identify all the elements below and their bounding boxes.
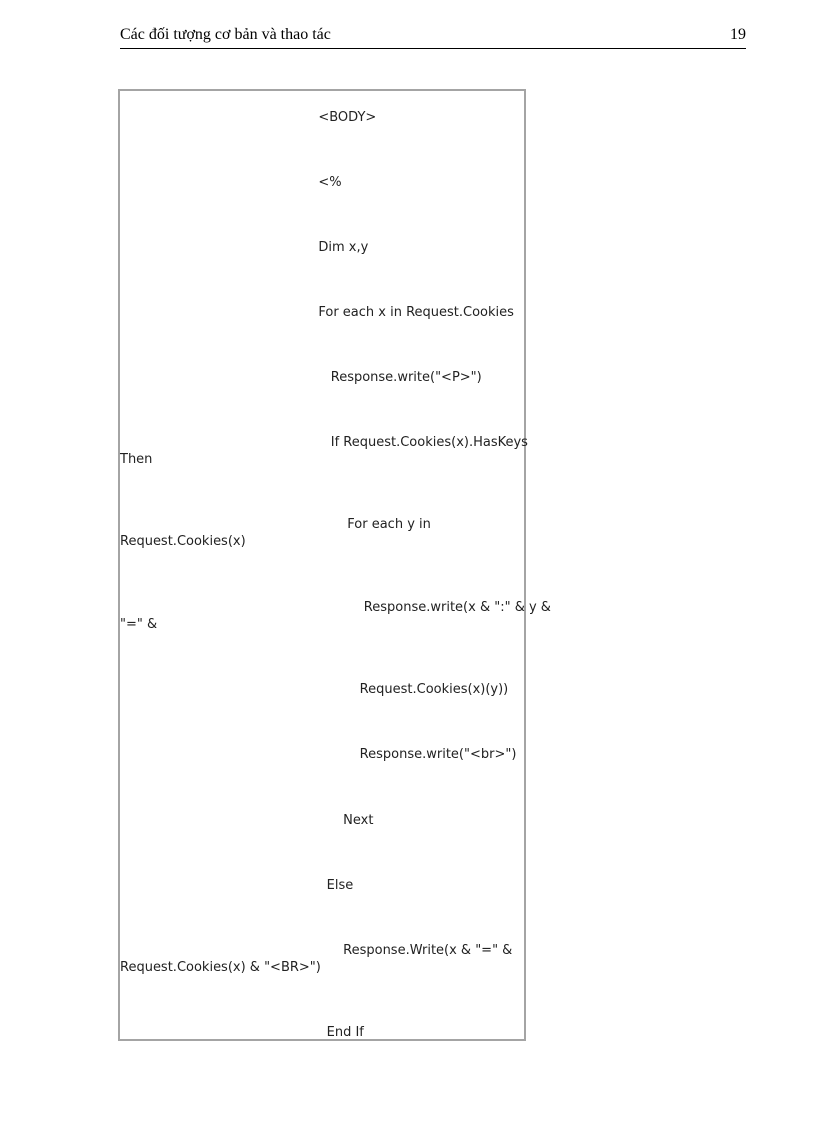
code-listing-box [118,89,551,1041]
code-line-cookie-value: Request.Cookies(x)(y)) [120,682,509,697]
code-line-end-if: End If [120,1025,364,1040]
code-line-for-each-y: For each y in Request.Cookies(x) [120,517,431,549]
code-line-else: Else [120,878,354,893]
code-line-next: Next [120,813,374,828]
code-line-write-p: Response.write("<P>") [120,370,482,385]
code-line-body-tag: <BODY> [120,110,377,125]
code-line-dim: Dim x,y [120,240,369,255]
code-line-if-haskeys: If Request.Cookies(x).HasKeys Then [120,435,528,467]
code-line-write-br: Response.write("<br>") [120,747,517,762]
code-line-asp-open: <% [120,175,342,190]
code-line-for-each-x: For each x in Request.Cookies [120,305,514,320]
page-number: 19 [730,26,746,43]
page-header-title: Các đối tượng cơ bản và thao tác [120,26,331,43]
code-line-write-key: Response.write(x & ":" & y & "=" & [120,600,551,632]
code-line-write-cookie: Response.Write(x & "=" & Request.Cookies(x) & "<BR>") [120,943,513,975]
header-divider [120,48,746,49]
